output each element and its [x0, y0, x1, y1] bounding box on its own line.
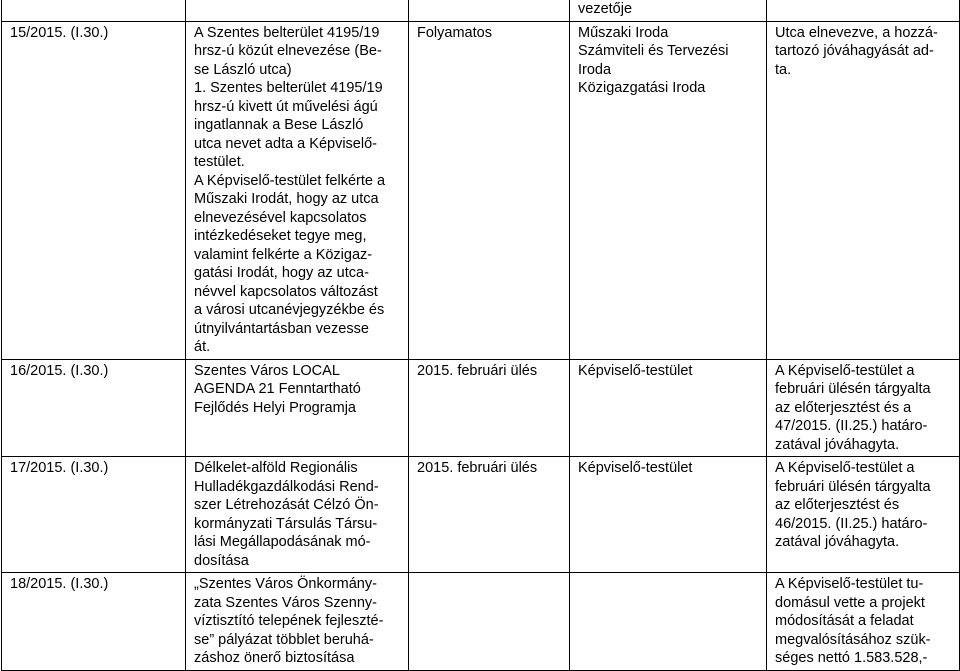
deadline-cell: 2015. februári ülés	[409, 457, 570, 573]
resolution-number-cell: 15/2015. (I.30.)	[2, 21, 186, 359]
deadline-cell	[409, 573, 570, 671]
subject-cell	[186, 0, 409, 21]
responsible-cell: Műszaki Iroda Számviteli és Tervezési Iroda Közigazgatási Iroda	[570, 21, 767, 359]
table-row	[2, 573, 960, 671]
result-cell: A Képviselő-testület a februári ülésén tárgyalta az előterjesztést és a 47/2015. (II.25.) határo- zatával jóváhagyta.	[767, 359, 960, 457]
subject-cell: A Szentes belterület 4195/19 hrsz-ú közút elnevezése (Be- se László utca) 1. Szentes belterület 4195/19 hrsz-ú kivett út művelési ágú ingatlannak a Bese László utca nevet adta a Képviselő- testület. A Képviselő-testület felkérte a Műszaki Irodát, hogy az utca elnevezésével kapcsolatos intézkedéseket tegye meg, valamint felkérte a Közigaz- gatási Irodát, hogy az utca- névvel kapcsolatos változást a városi utcanévjegyzékbe és útnyilvántartásban vezesse át.	[186, 21, 409, 359]
result-cell: A Képviselő-testület a februári ülésén tárgyalta az előterjesztést és 46/2015. (II.25.) határo- zatával jóváhagyta.	[767, 457, 960, 573]
deadline-cell	[409, 0, 570, 21]
subject-cell: Szentes Város LOCAL AGENDA 21 Fenntartható Fejlődés Helyi Programja	[186, 359, 409, 457]
resolution-number-cell: 17/2015. (I.30.)	[2, 457, 186, 573]
resolution-number-cell: 16/2015. (I.30.)	[2, 359, 186, 457]
result-cell: Utca elnevezve, a hozzá- tartozó jóváhagyását ad- ta.	[767, 21, 960, 359]
resolution-number-cell	[2, 0, 186, 21]
resolutions-table	[1, 0, 960, 671]
result-cell: A Képviselő-testület tu- domásul vette a projekt módosítását a feladat megvalósításához szük- séges nettó 1.583.528,-	[767, 573, 960, 671]
responsible-cell: vezetője	[570, 0, 767, 21]
table-row	[2, 0, 960, 21]
subject-cell: Délkelet-alföld Regionális Hulladékgazdálkodási Rend- szer Létrehozását Célzó Ön- kormányzati Társulás Társu- lási Megállapodásának mó- dosítása	[186, 457, 409, 573]
resolution-number-cell: 18/2015. (I.30.)	[2, 573, 186, 671]
table-row	[2, 21, 960, 359]
responsible-cell	[570, 573, 767, 671]
subject-cell: „Szentes Város Önkormány- zata Szentes Város Szenny- víztisztító telepének fejleszté- se” pályázat többlet beruhá- záshoz önerő biztosítása	[186, 573, 409, 671]
result-cell	[767, 0, 960, 21]
deadline-cell: Folyamatos	[409, 21, 570, 359]
responsible-cell: Képviselő-testület	[570, 457, 767, 573]
responsible-cell: Képviselő-testület	[570, 359, 767, 457]
deadline-cell: 2015. februári ülés	[409, 359, 570, 457]
table-row	[2, 359, 960, 457]
table-row	[2, 457, 960, 573]
